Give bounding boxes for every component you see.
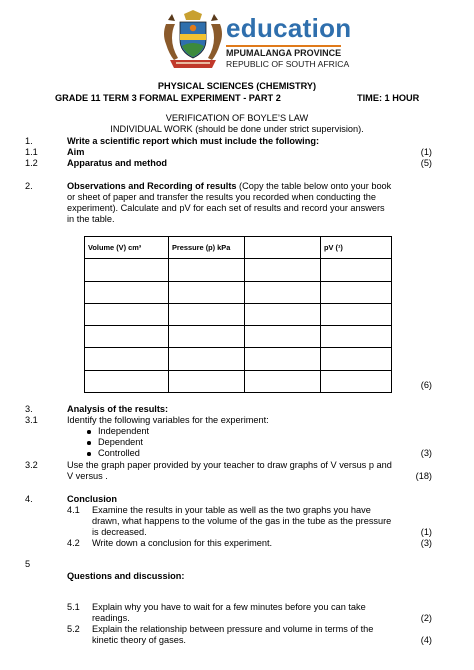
table-row <box>85 326 392 348</box>
q4-1-line-2: drawn, what happens to the volume of the gas in the tube as the pressure <box>92 516 392 526</box>
section2-line-1: (Copy the table below onto your book <box>236 181 392 191</box>
table-header-pressure: Pressure (p) kPa <box>169 237 245 259</box>
q5-1-line-1: Explain why you have to wait for a few minutes before you can take <box>92 602 366 612</box>
instruction-line: INDIVIDUAL WORK (should be done under strict supervision). <box>110 124 364 134</box>
table-cell[interactable] <box>245 259 321 281</box>
q3-2-line-1: Use the graph paper provided by your teacher to draw graphs of V versus p and <box>67 460 392 470</box>
section3-heading: Analysis of the results: <box>67 404 169 414</box>
section1-text: Write a scientific report which must include the following: <box>67 136 320 146</box>
table-row <box>85 370 392 392</box>
q5-1-marks: (2) <box>420 613 432 623</box>
table-cell[interactable] <box>321 281 392 303</box>
variable-independent: Independent <box>98 426 150 436</box>
table-cell[interactable] <box>245 326 321 348</box>
section2-first-line <box>67 181 391 192</box>
q5-2-line-1: Explain the relationship between pressure and volume in terms of the <box>92 624 374 634</box>
q1-2-number: 1.2 <box>25 158 38 168</box>
table-cell[interactable] <box>245 348 321 370</box>
table-cell[interactable] <box>169 303 245 325</box>
q5-1-number: 5.1 <box>67 602 80 612</box>
q4-2-marks: (3) <box>420 538 432 548</box>
section2-line-3: experiment). Calculate and pV for each set of results and record your answers <box>67 203 385 213</box>
bullet-icon <box>87 441 91 445</box>
variable-dependent: Dependent <box>98 437 143 447</box>
experiment-title: VERIFICATION OF BOYLE’S LAW <box>165 113 309 123</box>
bullet-icon <box>87 452 91 456</box>
section2-number: 2. <box>25 181 33 191</box>
variable-controlled: Controlled <box>98 448 140 458</box>
table-cell[interactable] <box>321 303 392 325</box>
section3-number: 3. <box>25 404 33 414</box>
q1-2-marks: (5) <box>420 158 432 168</box>
q4-2-text: Write down a conclusion for this experiment. <box>92 538 273 548</box>
section2-line-4: in the table. <box>67 214 115 224</box>
table-cell[interactable] <box>169 348 245 370</box>
table-cell[interactable] <box>321 326 392 348</box>
table-cell[interactable] <box>245 303 321 325</box>
section2-heading: Observations and Recording of results <box>67 181 237 191</box>
section1-number: 1. <box>25 136 33 146</box>
section5-number: 5 <box>25 559 31 569</box>
table-header-pv: pV (¹) <box>321 237 392 259</box>
brand-underline <box>226 45 341 47</box>
time-allowed: TIME: 1 HOUR <box>357 93 420 103</box>
q3-1-marks: (3) <box>420 448 432 458</box>
subject-title: PHYSICAL SCIENCES (CHEMISTRY) <box>157 81 317 91</box>
table-row <box>85 259 392 281</box>
table-cell[interactable] <box>321 348 392 370</box>
table-cell[interactable] <box>321 259 392 281</box>
section5-heading: Questions and discussion: <box>67 571 185 581</box>
table-cell[interactable] <box>321 370 392 392</box>
q5-2-number: 5.2 <box>67 624 80 634</box>
q4-1-marks: (1) <box>420 527 432 537</box>
q3-1-text: Identify the following variables for the experiment: <box>67 415 269 425</box>
section2-marks: (6) <box>420 380 432 390</box>
coat-of-arms-icon <box>160 10 226 72</box>
q4-2-number: 4.2 <box>67 538 80 548</box>
q4-1-line-1: Examine the results in your table as well as the two graphs you have <box>92 505 371 515</box>
table-row <box>85 281 392 303</box>
table-cell[interactable] <box>169 281 245 303</box>
table-header-blank <box>245 237 321 259</box>
table-cell[interactable] <box>85 348 169 370</box>
results-table <box>84 236 392 393</box>
section4-heading: Conclusion <box>67 494 118 504</box>
table-cell[interactable] <box>245 370 321 392</box>
republic-name: REPUBLIC OF SOUTH AFRICA <box>226 59 350 69</box>
table-cell[interactable] <box>245 281 321 303</box>
q5-2-line-2: kinetic theory of gases. <box>92 635 186 645</box>
table-cell[interactable] <box>85 326 169 348</box>
q1-1-number: 1.1 <box>25 147 38 157</box>
province-name: MPUMALANGA PROVINCE <box>226 48 342 58</box>
table-header-volume: Volume (V) cm³ <box>85 237 169 259</box>
q5-2-marks: (4) <box>420 635 432 645</box>
q5-1-line-2: readings. <box>92 613 130 623</box>
table-cell[interactable] <box>85 303 169 325</box>
q3-2-marks: (18) <box>415 471 432 481</box>
brand-name: education <box>226 13 352 43</box>
table-cell[interactable] <box>85 281 169 303</box>
table-cell[interactable] <box>169 370 245 392</box>
table-cell[interactable] <box>169 259 245 281</box>
table-cell[interactable] <box>85 259 169 281</box>
section2-line-2: or sheet of paper and transfer the results you recorded when conducting the <box>67 192 376 202</box>
table-row <box>85 348 392 370</box>
grade-line: GRADE 11 TERM 3 FORMAL EXPERIMENT - PART 2 <box>55 93 281 103</box>
q1-2-label: Apparatus and method <box>67 158 168 168</box>
q1-1-label: Aim <box>67 147 85 157</box>
q3-2-line-2: V versus . <box>67 471 108 481</box>
table-header-row <box>85 237 392 259</box>
table-cell[interactable] <box>85 370 169 392</box>
q1-1-marks: (1) <box>420 147 432 157</box>
table-cell[interactable] <box>169 326 245 348</box>
table-row <box>85 303 392 325</box>
bullet-icon <box>87 430 91 434</box>
q4-1-number: 4.1 <box>67 505 80 515</box>
q4-1-line-3: is decreased. <box>92 527 147 537</box>
q3-2-number: 3.2 <box>25 460 38 470</box>
q3-1-number: 3.1 <box>25 415 38 425</box>
section4-number: 4. <box>25 494 33 504</box>
